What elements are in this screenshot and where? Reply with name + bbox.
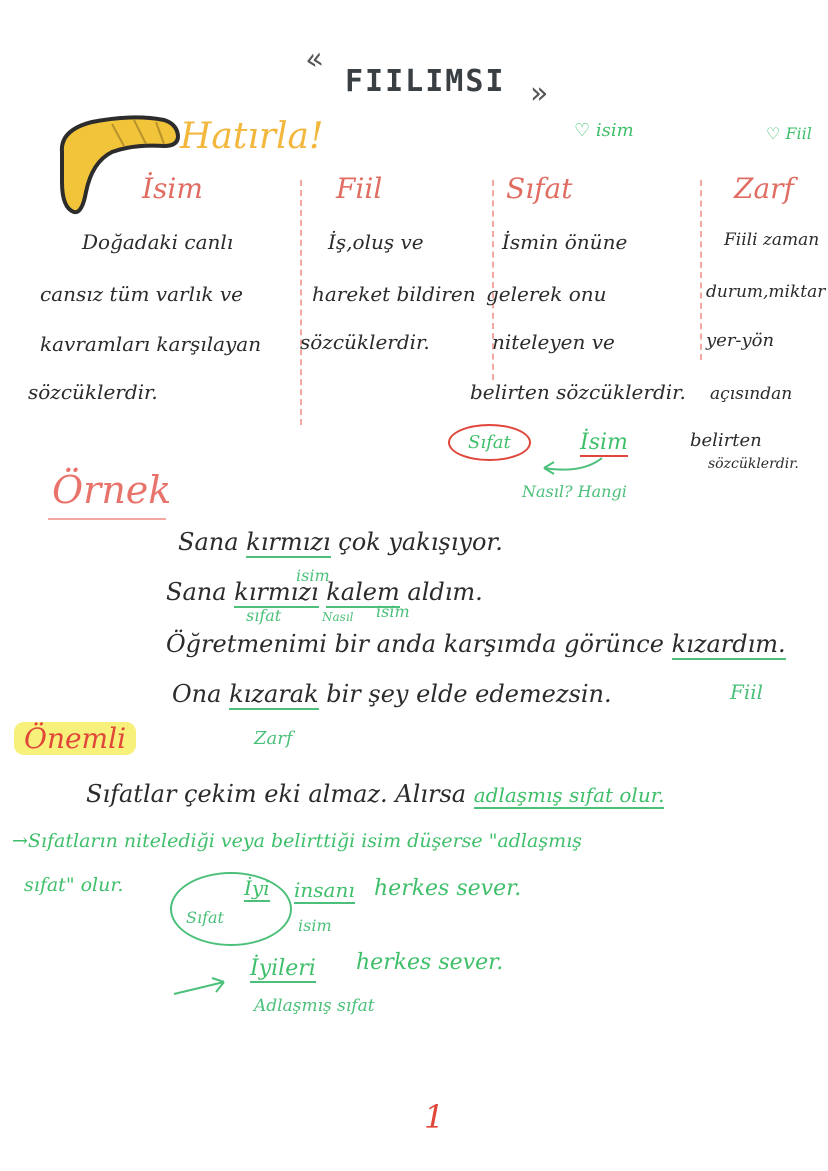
note-nasil: Nasıl bbox=[322, 610, 354, 624]
circled-sifat: Sıfat bbox=[448, 424, 531, 461]
sifat-heart-note: ♡ isim bbox=[574, 120, 634, 141]
nasil-hangi-question: Nasıl? Hangi bbox=[522, 482, 627, 501]
title-left-chevron: « bbox=[302, 40, 327, 79]
example-sentence-4: Ona kızarak bir şey elde edemezsin. bbox=[172, 680, 612, 708]
fiil-definition-line: hareket bildiren bbox=[312, 282, 476, 306]
page-number: 1 bbox=[424, 1098, 445, 1136]
isim-definition-line: sözcüklerdir. bbox=[28, 380, 158, 404]
fiil-definition-line: İş,oluş ve bbox=[328, 230, 424, 254]
circle-label-sifat: Sıfat bbox=[186, 908, 224, 927]
example2-note: Adlaşmış sıfat bbox=[254, 996, 375, 1016]
onemli-heading: Önemli bbox=[14, 722, 136, 755]
example1-adj: İyi bbox=[244, 876, 270, 900]
example-sentence-3: Öğretmenimi bir anda karşımda görünce kızardım. bbox=[166, 630, 786, 658]
fiil-definition-line: sözcüklerdir. bbox=[300, 330, 430, 354]
isim-definition-line: Doğadaki canlı bbox=[82, 230, 234, 254]
sifat-definition-line: belirten sözcüklerdir. bbox=[470, 380, 686, 404]
underlined-isim: İsim bbox=[580, 430, 628, 455]
example-sentence-1: Sana kırmızı çok yakışıyor. bbox=[178, 528, 503, 556]
column-heading-sifat: Sıfat bbox=[506, 172, 573, 205]
example1-noun: insanı bbox=[294, 878, 355, 902]
zarf-definition-line: sözcüklerdir. bbox=[708, 456, 799, 472]
sifat-definition-line: İsmin önüne bbox=[502, 230, 628, 254]
marked-word: kırmızı bbox=[246, 528, 331, 556]
note-fiil-side: Fiil bbox=[730, 680, 764, 704]
column-heading-isim: İsim bbox=[142, 172, 203, 205]
title-right-chevron: » bbox=[530, 76, 549, 111]
page-title: FIILIMSI bbox=[345, 64, 506, 99]
onemli-note-line-1: →Sıfatların nitelediği veya belirttiği isim düşerse "adlaşmış bbox=[12, 830, 582, 852]
example-sentence-2: Sana kırmızı kalem aldım. bbox=[166, 578, 483, 606]
note-isim-side: isim bbox=[376, 602, 410, 621]
zarf-definition-line: durum,miktar bbox=[706, 282, 826, 302]
note-isim-above: isim bbox=[296, 566, 330, 585]
isim-definition-line: cansız tüm varlık ve bbox=[40, 282, 243, 306]
column-separator bbox=[700, 180, 702, 360]
marked-word: kızarak bbox=[229, 680, 319, 708]
arrow-icon bbox=[172, 972, 232, 1002]
hatirla-heading: Hatırla! bbox=[180, 116, 324, 157]
sifat-definition-line: gelerek onu bbox=[486, 282, 607, 306]
boomerang-icon bbox=[52, 112, 192, 222]
onemli-note-line-2: sıfat" olur. bbox=[24, 874, 124, 896]
onemli-rule: Sıfatlar çekim eki almaz. Alırsa adlaşmış sıfat olur. bbox=[86, 780, 665, 808]
zarf-heart-note: ♡ Fiil bbox=[766, 124, 812, 143]
note-sifat-below: sıfat bbox=[246, 606, 282, 625]
column-heading-fiil: Fiil bbox=[336, 172, 383, 205]
marked-word: kızardım. bbox=[671, 630, 786, 658]
example2-word: İyileri bbox=[250, 956, 316, 981]
example1-rest: herkes sever. bbox=[374, 876, 522, 901]
zarf-definition-line: Fiili zaman bbox=[724, 230, 820, 250]
zarf-definition-line: belirten bbox=[690, 430, 762, 451]
ornek-heading: Örnek bbox=[52, 468, 172, 512]
marked-word: kırmızı bbox=[234, 578, 319, 606]
column-heading-zarf: Zarf bbox=[734, 172, 794, 205]
zarf-definition-line: açısından bbox=[710, 384, 793, 404]
example2-rest: herkes sever. bbox=[356, 950, 504, 975]
arrow-icon bbox=[532, 452, 612, 482]
ornek-underline bbox=[48, 518, 166, 520]
isim-definition-line: kavramları karşılayan bbox=[40, 332, 262, 356]
marked-phrase: adlaşmış sıfat olur. bbox=[473, 783, 665, 807]
sifat-definition-line: niteleyen ve bbox=[492, 330, 615, 354]
example1-noun-note: isim bbox=[298, 916, 332, 935]
column-separator bbox=[300, 180, 302, 425]
note-zarf-below: Zarf bbox=[254, 728, 293, 749]
marked-word: kalem bbox=[326, 578, 400, 606]
zarf-definition-line: yer-yön bbox=[706, 330, 775, 351]
